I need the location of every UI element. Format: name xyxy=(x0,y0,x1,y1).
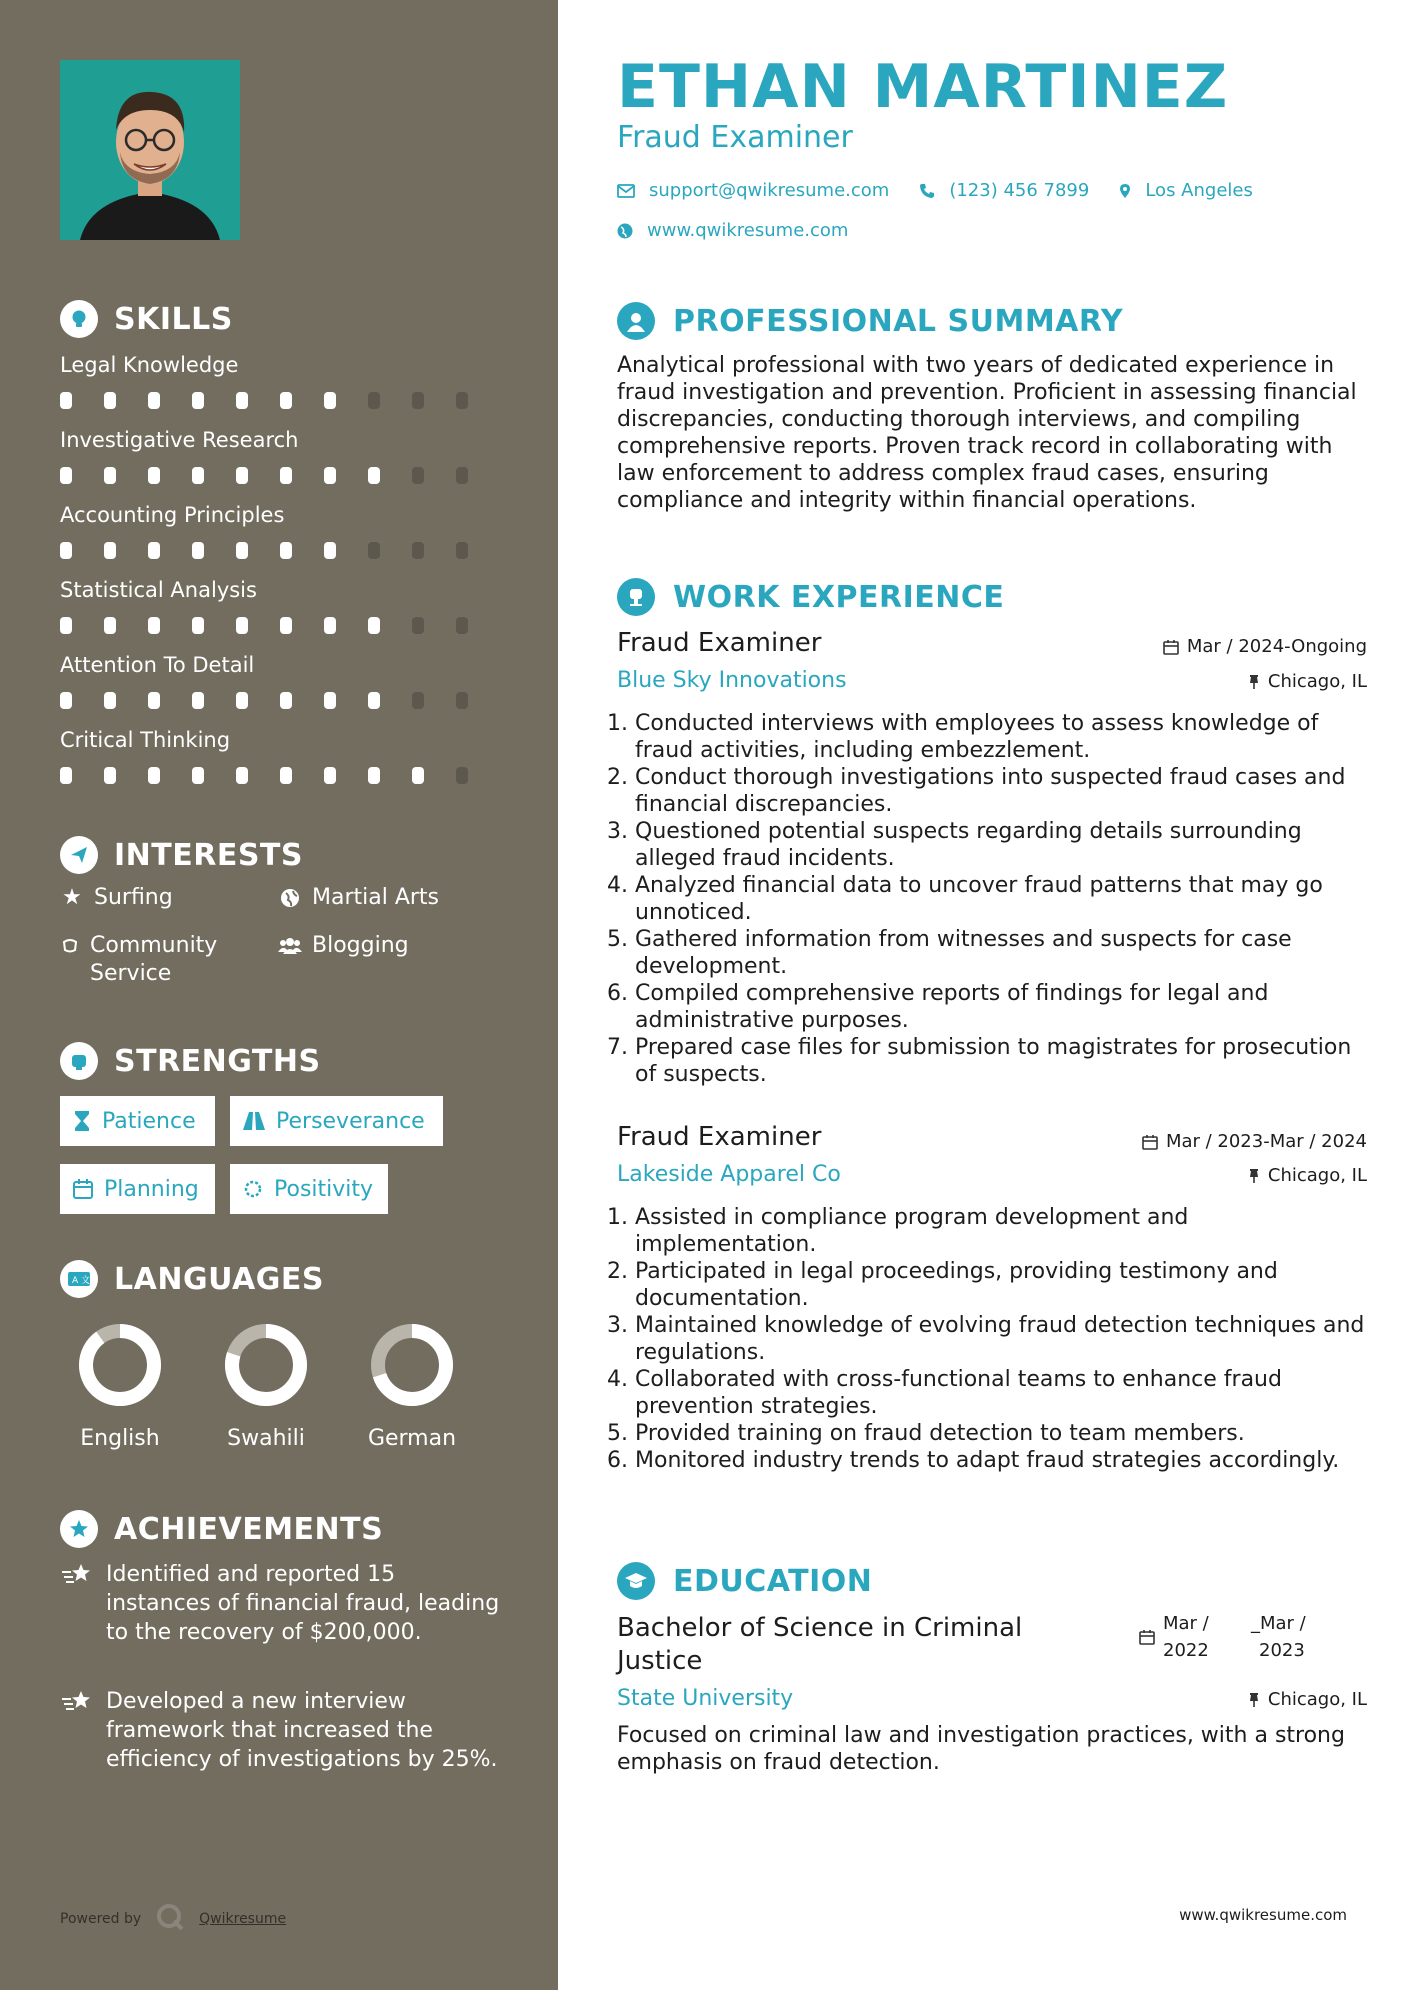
skill-rating xyxy=(60,392,500,409)
skill-dot xyxy=(280,692,292,709)
candidate-name: ETHAN MARTINEZ xyxy=(617,52,1229,122)
skill-dot xyxy=(236,617,248,634)
globe-icon xyxy=(617,223,633,239)
interest-label: Surfing xyxy=(94,885,173,910)
skill-dot xyxy=(324,692,336,709)
skill-dot xyxy=(456,542,468,559)
job-bullet: 7. Prepared case files for submission to magistrates for prosecution of suspects. xyxy=(635,1034,1375,1088)
summary-heading xyxy=(617,302,1123,340)
edu-start-year: 2022 xyxy=(1163,1640,1209,1661)
skill-dot xyxy=(60,692,72,709)
experience-heading xyxy=(617,578,1004,616)
interests-title: INTERESTS xyxy=(114,837,303,873)
lightbulb-icon xyxy=(60,300,98,338)
language-donut xyxy=(369,1322,455,1408)
calendar-icon xyxy=(72,1178,94,1200)
candidate-title: Fraud Examiner xyxy=(617,120,853,155)
skill-dot xyxy=(456,392,468,409)
job-location xyxy=(1248,1165,1367,1186)
footer-url[interactable]: www.qwikresume.com xyxy=(1179,1906,1347,1924)
skill-dot xyxy=(412,542,424,559)
job-company: Lakeside Apparel Co xyxy=(617,1162,841,1187)
phone-icon xyxy=(919,183,935,199)
skill-dot xyxy=(280,392,292,409)
graduation-cap-icon xyxy=(617,1562,655,1600)
road-icon xyxy=(242,1111,266,1131)
fist-icon xyxy=(60,1042,98,1080)
achievements-heading xyxy=(60,1510,383,1548)
skill-name: Investigative Research xyxy=(60,428,299,452)
skill-rating xyxy=(60,542,500,559)
strengths-title: STRENGTHS xyxy=(114,1043,321,1079)
job-bullet: 3. Maintained knowledge of evolving fraud detection techniques and regulations. xyxy=(635,1312,1375,1366)
skill-dot xyxy=(368,467,380,484)
languages-heading xyxy=(60,1260,324,1298)
skill-dot xyxy=(236,392,248,409)
skill-name: Critical Thinking xyxy=(60,728,231,752)
strength-perseverance xyxy=(230,1096,443,1146)
education-heading xyxy=(617,1562,872,1600)
skill-dot xyxy=(368,542,380,559)
skill-dot xyxy=(456,692,468,709)
skill-dot xyxy=(412,467,424,484)
pushpin-icon xyxy=(1248,674,1260,690)
skill-name: Attention To Detail xyxy=(60,653,255,677)
shooting-star-icon xyxy=(60,1689,94,1774)
strength-patience xyxy=(60,1096,215,1146)
powered-by xyxy=(60,1902,286,1936)
job-date-text: Mar / 2023-Mar / 2024 xyxy=(1165,1131,1367,1152)
achievement-item xyxy=(60,1560,500,1647)
skill-dot xyxy=(148,392,160,409)
skill-dot xyxy=(324,542,336,559)
skill-dot xyxy=(324,392,336,409)
skill-name: Statistical Analysis xyxy=(60,578,257,602)
skill-dot xyxy=(60,467,72,484)
summary-title: PROFESSIONAL SUMMARY xyxy=(673,303,1124,339)
skills-title: SKILLS xyxy=(114,301,233,337)
language-name: German xyxy=(367,1426,457,1451)
skill-dot xyxy=(412,617,424,634)
skill-item xyxy=(60,500,500,559)
edu-location xyxy=(1248,1689,1367,1710)
language-name: English xyxy=(80,1426,160,1451)
envelope-icon xyxy=(617,184,635,198)
language-donut xyxy=(223,1322,309,1408)
job-company: Blue Sky Innovations xyxy=(617,668,847,693)
skill-name: Legal Knowledge xyxy=(60,353,239,377)
skill-item xyxy=(60,725,500,784)
skill-dot xyxy=(324,467,336,484)
shooting-star-icon xyxy=(60,1562,94,1647)
skill-item xyxy=(60,575,500,634)
job-title: Fraud Examiner xyxy=(617,1122,822,1152)
skill-dot xyxy=(236,767,248,784)
job-location-text: Chicago, IL xyxy=(1267,671,1367,692)
skill-dot xyxy=(236,467,248,484)
skill-name: Accounting Principles xyxy=(60,503,285,527)
languages-title: LANGUAGES xyxy=(114,1261,324,1297)
skill-dot xyxy=(412,692,424,709)
achievement-item xyxy=(60,1687,500,1774)
sidebar xyxy=(0,0,558,1990)
language-icon xyxy=(60,1260,98,1298)
interests-heading xyxy=(60,836,303,874)
skill-rating xyxy=(60,692,500,709)
strength-label: Planning xyxy=(104,1176,199,1202)
skill-dot xyxy=(456,617,468,634)
map-pin-icon xyxy=(1119,183,1131,199)
strength-label: Positivity xyxy=(274,1176,374,1202)
job-date xyxy=(1163,636,1367,657)
language-name: Swahili xyxy=(227,1426,305,1451)
skill-dot xyxy=(148,542,160,559)
hand-icon xyxy=(60,932,80,988)
job-location-text: Chicago, IL xyxy=(1267,1165,1367,1186)
calendar-icon xyxy=(1163,639,1179,655)
skill-dot xyxy=(412,392,424,409)
edu-end-date xyxy=(1251,1610,1306,1664)
skill-dot xyxy=(456,767,468,784)
pushpin-icon xyxy=(1248,1168,1260,1184)
skill-rating xyxy=(60,467,500,484)
degree-title: Bachelor of Science in Criminal Justice xyxy=(617,1613,1023,1676)
skill-dot xyxy=(104,542,116,559)
job-bullet: 5. Provided training on fraud detection to team members. xyxy=(635,1420,1375,1447)
skill-dot xyxy=(192,467,204,484)
job-location xyxy=(1248,671,1367,692)
calendar-icon xyxy=(1142,1134,1158,1150)
svg-text:文: 文 xyxy=(81,1276,91,1286)
location-text: Los Angeles xyxy=(1145,180,1253,201)
edu-start-month: Mar / xyxy=(1163,1613,1209,1634)
skill-dot xyxy=(192,542,204,559)
job-bullet: 3. Questioned potential suspects regarding details surrounding alleged fraud incidents. xyxy=(635,818,1375,872)
language-donut xyxy=(77,1322,163,1408)
trophy-star-icon xyxy=(60,1510,98,1548)
skill-dot xyxy=(324,767,336,784)
svg-text:A: A xyxy=(72,1276,79,1286)
job-bullet: 2. Participated in legal proceedings, providing testimony and documentation. xyxy=(635,1258,1375,1312)
job-bullets xyxy=(617,710,1375,1088)
skill-dot xyxy=(60,392,72,409)
education-title: EDUCATION xyxy=(673,1563,873,1599)
skill-dot xyxy=(280,617,292,634)
job-bullet: 4. Analyzed financial data to uncover fraud patterns that may go unnoticed. xyxy=(635,872,1375,926)
skill-dot xyxy=(60,767,72,784)
skill-dot xyxy=(280,767,292,784)
skill-rating xyxy=(60,767,500,784)
phone-number: (123) 456 7899 xyxy=(949,180,1090,201)
education-description: Focused on criminal law and investigation practices, with a strong emphasis on fraud detection. xyxy=(617,1723,1345,1775)
strength-planning xyxy=(60,1164,215,1214)
achievements-title: ACHIEVEMENTS xyxy=(114,1511,384,1547)
school-name: State University xyxy=(617,1686,794,1711)
strengths-heading xyxy=(60,1042,321,1080)
skill-dot xyxy=(236,692,248,709)
skill-dot xyxy=(368,392,380,409)
job-bullet: 1. Assisted in compliance program development and implementation. xyxy=(635,1204,1375,1258)
qwikresume-link[interactable]: Qwikresume xyxy=(199,1911,287,1927)
skill-dot xyxy=(148,617,160,634)
skill-dot xyxy=(280,542,292,559)
achievement-text: Identified and reported 15 instances of financial fraud, leading to the recovery of $200,000. xyxy=(106,1562,500,1645)
website-link[interactable]: www.qwikresume.com xyxy=(647,220,849,241)
skill-dot xyxy=(60,542,72,559)
skill-dot xyxy=(192,617,204,634)
paper-plane-icon xyxy=(60,836,98,874)
language-donut-fill xyxy=(86,1331,154,1399)
edu-end-year: 2023 xyxy=(1259,1640,1305,1661)
interest-community-service xyxy=(60,932,250,988)
user-icon xyxy=(617,302,655,340)
achievement-text: Developed a new interview framework that increased the efficiency of investigations by 25%. xyxy=(106,1689,498,1772)
job-bullet: 2. Conduct thorough investigations into suspected fraud cases and financial discrepancies. xyxy=(635,764,1375,818)
job-title: Fraud Examiner xyxy=(617,628,822,658)
qwikresume-logo-icon xyxy=(155,1902,185,1936)
skill-dot xyxy=(192,392,204,409)
pushpin-icon xyxy=(1248,1692,1260,1708)
website-row xyxy=(617,220,848,241)
skill-dot xyxy=(104,617,116,634)
powered-by-label: Powered by xyxy=(60,1911,142,1927)
interest-label: Blogging xyxy=(312,933,409,958)
skill-item xyxy=(60,425,500,484)
skill-dot xyxy=(192,767,204,784)
skill-dot xyxy=(412,767,424,784)
edu-location-text: Chicago, IL xyxy=(1267,1689,1367,1710)
strength-positivity xyxy=(230,1164,388,1214)
skill-dot xyxy=(148,692,160,709)
skill-dot xyxy=(456,467,468,484)
contact-row xyxy=(617,180,1253,201)
interest-label: Community Service xyxy=(90,933,218,986)
skill-item xyxy=(60,350,500,409)
job-bullets xyxy=(617,1204,1375,1474)
interest-label: Martial Arts xyxy=(312,885,440,910)
job-bullet: 6. Compiled comprehensive reports of findings for legal and administrative purposes. xyxy=(635,980,1375,1034)
skill-dot xyxy=(324,617,336,634)
skill-item xyxy=(60,650,500,709)
skill-dot xyxy=(60,617,72,634)
skill-dot xyxy=(368,617,380,634)
star-icon: ★ xyxy=(62,885,82,910)
skill-dot xyxy=(148,767,160,784)
job-bullet: 4. Collaborated with cross-functional teams to enhance fraud prevention strategies. xyxy=(635,1366,1375,1420)
skill-dot xyxy=(104,467,116,484)
language-item xyxy=(352,1322,472,1451)
strength-label: Patience xyxy=(102,1108,196,1134)
globe-icon xyxy=(278,884,302,916)
skill-dot xyxy=(192,692,204,709)
edu-start-date xyxy=(1163,1610,1209,1664)
skill-dot xyxy=(368,692,380,709)
job-bullet: 1. Conducted interviews with employees to assess knowledge of fraud activities, including embezzlement. xyxy=(635,710,1375,764)
users-icon xyxy=(278,932,302,964)
job-date-text: Mar / 2024-Ongoing xyxy=(1186,636,1367,657)
skill-dot xyxy=(148,467,160,484)
interest-martial-arts xyxy=(278,884,439,916)
skill-dot xyxy=(104,392,116,409)
language-item xyxy=(206,1322,326,1451)
job-bullet: 5. Gathered information from witnesses and suspects for case development. xyxy=(635,926,1375,980)
interest-surfing xyxy=(60,884,173,912)
sun-icon xyxy=(242,1178,264,1200)
calendar-icon xyxy=(1139,1626,1155,1653)
briefcase-chair-icon xyxy=(617,578,655,616)
hourglass-icon xyxy=(72,1110,92,1132)
experience-title: WORK EXPERIENCE xyxy=(673,579,1005,615)
strength-label: Perseverance xyxy=(276,1108,425,1134)
language-item xyxy=(60,1322,180,1451)
interest-blogging xyxy=(278,932,409,964)
job-bullet: 6. Monitored industry trends to adapt fraud strategies accordingly. xyxy=(635,1447,1375,1474)
skill-dot xyxy=(280,467,292,484)
skill-dot xyxy=(236,542,248,559)
skills-heading xyxy=(60,300,233,338)
skill-dot xyxy=(104,692,116,709)
skill-dot xyxy=(368,767,380,784)
skill-rating xyxy=(60,617,500,634)
skill-dot xyxy=(104,767,116,784)
profile-photo xyxy=(60,60,240,240)
edu-end-month: _Mar / xyxy=(1251,1613,1306,1634)
summary-text: Analytical professional with two years of dedicated experience in fraud investigation and prevention. Proficient in assessing financial discrepancies, conducting thorough interviews, and compiling comprehensive reports. Proven track record in collaborating with law enforcement to address complex fraud cases, ensuring compliance and integrity within financial operations. xyxy=(617,353,1357,513)
email-link[interactable]: support@qwikresume.com xyxy=(649,180,890,201)
job-date xyxy=(1142,1131,1367,1152)
